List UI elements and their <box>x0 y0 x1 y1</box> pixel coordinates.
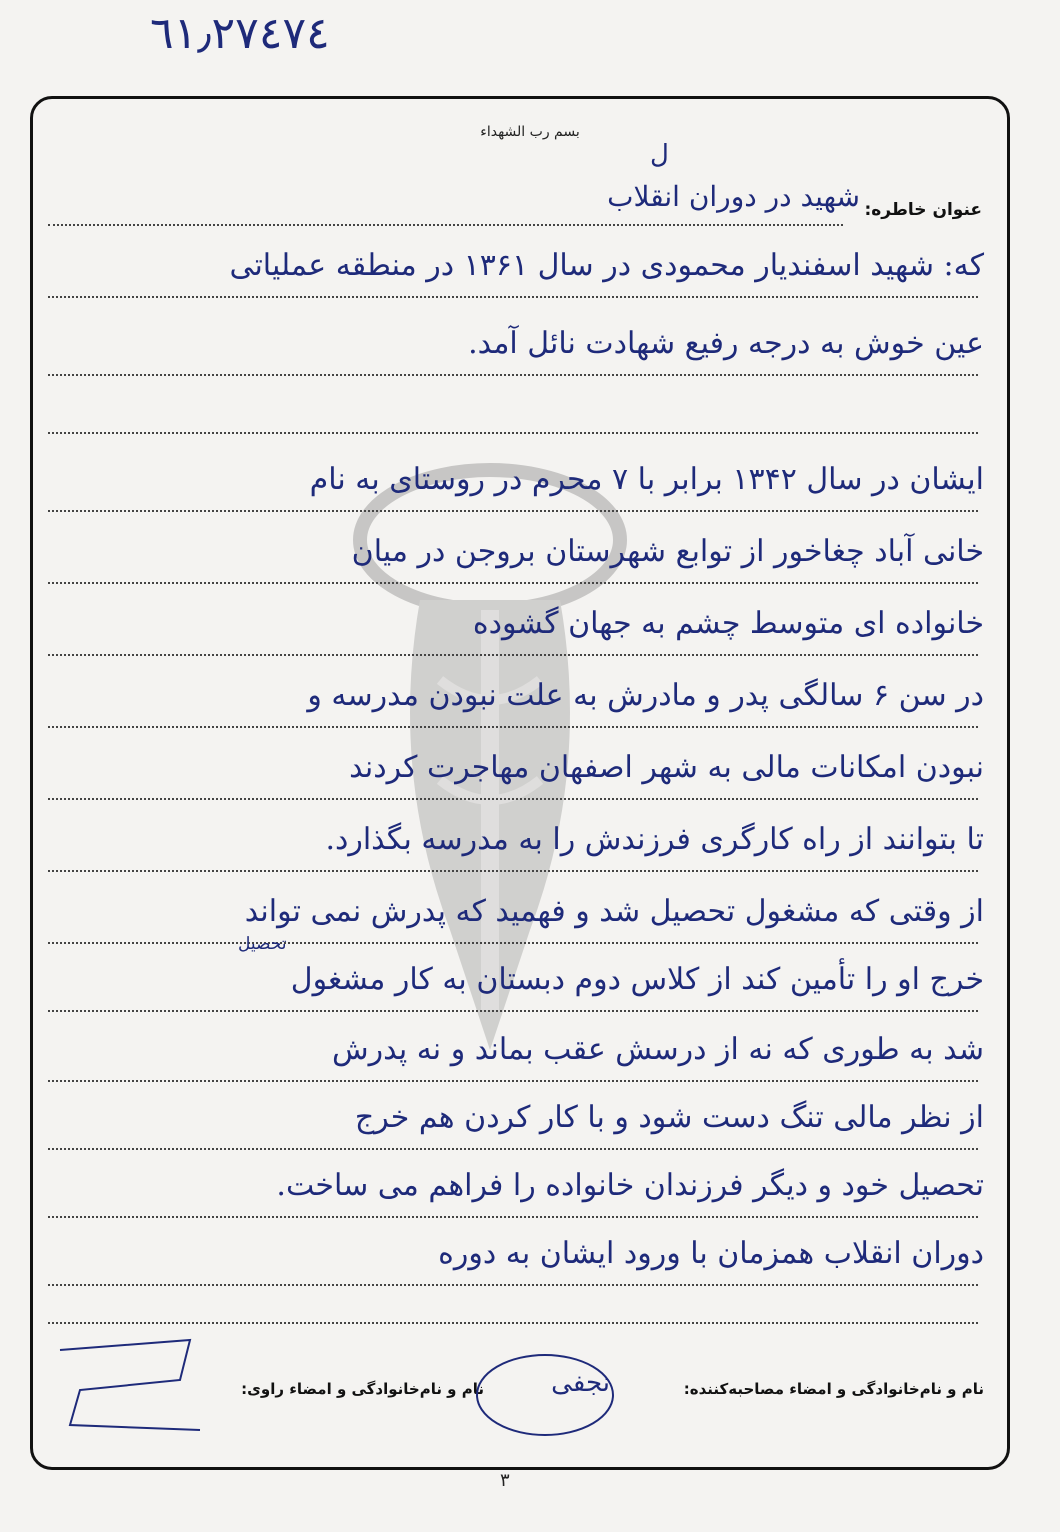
text-line: نبودن امکانات مالی به شهر اصفهان مهاجرت کردند <box>349 750 984 785</box>
interviewer-signature: نجفی <box>551 1368 610 1398</box>
text-line: تا بتوانند از راه کارگری فرزندش را به مدرسه بگذارد. <box>325 822 984 857</box>
text-rule <box>48 1148 978 1150</box>
text-line: دوران انقلاب همزمان با ورود ایشان به دوره <box>438 1236 984 1271</box>
text-rule <box>48 1010 978 1012</box>
text-line: خرج او را تأمین کند از کلاس دوم دبستان به کار مشغول <box>290 962 984 997</box>
memory-title-value: شهید در دوران انقلاب <box>607 180 860 213</box>
text-line: که: شهید اسفندیار محمودی در سال ۱۳۶۱ در منطقه عملیاتی <box>229 248 984 283</box>
text-line: ایشان در سال ۱۳۴۲ برابر با ۷ محرم در روستای به نام <box>309 462 984 497</box>
text-rule <box>48 798 978 800</box>
memory-title-label: عنوان خاطره: <box>864 200 982 220</box>
narrator-signature-label: نام و نام‌خانوادگی و امضاء راوی: <box>241 1380 484 1398</box>
text-rule <box>48 510 978 512</box>
text-rule <box>48 1284 978 1286</box>
page-number: ۳ <box>500 1470 510 1491</box>
narrator-signature-scribble-icon <box>40 1330 220 1440</box>
text-rule <box>48 726 978 728</box>
text-line: از وقتی که مشغول تحصیل شد و فهمید که پدرش نمی تواند <box>244 894 984 929</box>
text-line: از نظر مالی تنگ دست شود و با کار کردن هم خرج <box>354 1100 984 1135</box>
text-rule <box>48 1216 978 1218</box>
text-rule <box>48 870 978 872</box>
text-line: در سن ۶ سالگی پدر و مادرش به علت نبودن مدرسه و <box>307 678 984 713</box>
empty-rule <box>48 1322 978 1324</box>
text-rule <box>48 374 978 376</box>
text-rule <box>48 1080 978 1082</box>
text-rule <box>48 296 978 298</box>
title-rule <box>48 224 843 226</box>
text-rule <box>48 582 978 584</box>
text-line: عین خوش به درجه رفیع شهادت نائل آمد. <box>468 326 984 361</box>
empty-rule <box>48 432 978 434</box>
form-header-title: بسم رب الشهداء <box>480 124 580 140</box>
text-rule <box>48 942 978 944</box>
text-line: شد به طوری که نه از درسش عقب بماند و نه پدرش <box>331 1032 984 1067</box>
page-id-number: ٦١٫٢٧٤٧٤ <box>150 8 330 59</box>
interviewer-signature-loop-icon <box>470 1345 620 1445</box>
text-rule <box>48 654 978 656</box>
interviewer-signature-label: نام و نام‌خانوادگی و امضاء مصاحبه‌کننده: <box>683 1380 984 1398</box>
text-line: خانواده ای متوسط چشم به جهان گشوده <box>472 606 984 641</box>
handwritten-annotation: ل <box>650 140 669 170</box>
text-line: خانی آباد چغاخور از توابع شهرستان بروجن در میان <box>351 534 984 569</box>
inserted-word-note: تحصیل <box>238 934 287 954</box>
text-line: تحصیل خود و دیگر فرزندان خانواده را فراهم می ساخت. <box>276 1168 984 1203</box>
